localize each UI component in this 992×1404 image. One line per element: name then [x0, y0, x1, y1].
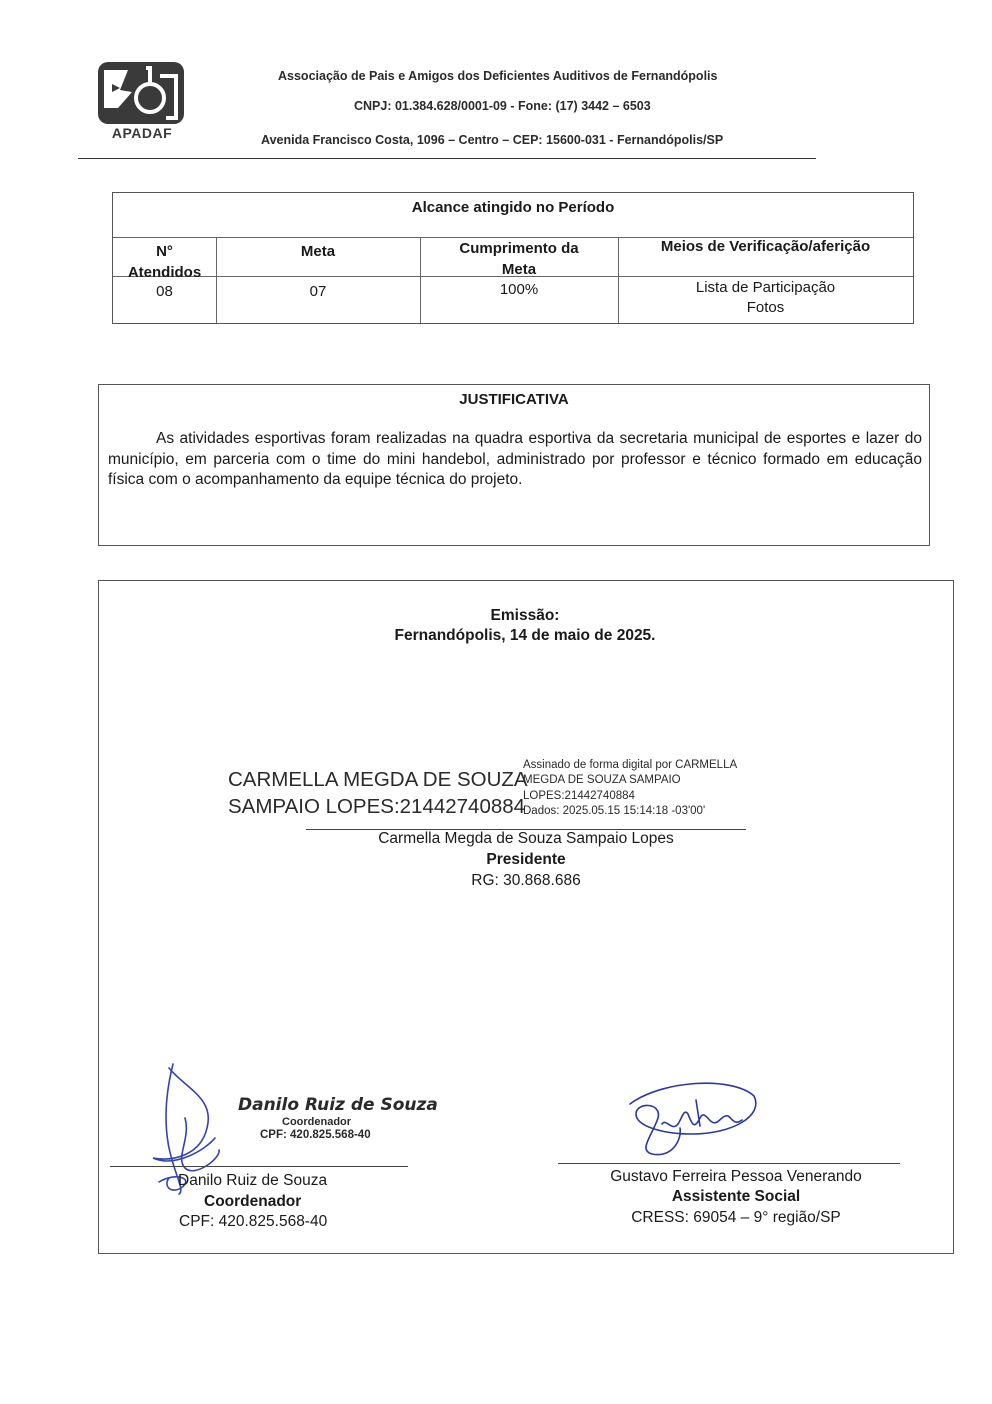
coordinator-signature-line [110, 1166, 408, 1167]
justification-box [98, 384, 930, 546]
digital-signature-details: Assinado de forma digital por CARMELLA MEGDA DE SOUZA SAMPAIO LOPES:21442740884 Dados: 2025.05.15 15:14:18 -03'00' [523, 759, 738, 817]
emission-label: Emissão: [490, 607, 560, 624]
coordinator-cpf: CPF: 420.825.568-40 [179, 1213, 328, 1230]
coordinator-name: Danilo Ruiz de Souza [178, 1172, 328, 1189]
table-title: Alcance atingido no Período [411, 199, 615, 216]
address: Avenida Francisco Costa, 1096 – Centro – CEP: 15600-031 - Fernandópolis/SP [261, 133, 724, 147]
cnpj-phone: CNPJ: 01.384.628/0001-09 - Fone: (17) 3442 – 6503 [354, 99, 651, 113]
cell-meta: 07 [309, 283, 327, 300]
header-divider [78, 158, 816, 159]
president-role: Presidente [486, 851, 566, 868]
cell-atendidos: 08 [156, 283, 173, 300]
logo-text: APADAF [111, 125, 173, 141]
organization-name: Associação de Pais e Amigos dos Deficientes Auditivos de Fernandópolis [278, 69, 718, 83]
social-worker-role: Assistente Social [671, 1188, 801, 1205]
logo-emblem [98, 62, 184, 124]
president-rg: RG: 30.868.686 [471, 872, 581, 889]
coordinator-stamp-cpf: CPF: 420.825.568-40 [260, 1129, 371, 1141]
results-table [112, 192, 914, 324]
social-worker-handwritten-signature [622, 1074, 762, 1160]
president-name: Carmella Megda de Souza Sampaio Lopes [378, 830, 674, 847]
header-atendidos: N° Atendidos [127, 243, 202, 281]
justification-title: JUSTIFICATIVA [459, 391, 569, 408]
digital-signature-name: CARMELLA MEGDA DE SOUZA SAMPAIO LOPES:21442740884 [228, 768, 528, 818]
social-worker-name: Gustavo Ferreira Pessoa Venerando [610, 1168, 862, 1185]
coordinator-stamp-name: Danilo Ruiz de Souza [238, 1095, 438, 1115]
cell-cumprimento: 100% [499, 281, 539, 298]
header-cumprimento: Cumprimento da Meta [459, 240, 579, 278]
header-meios: Meios de Verificação/aferição [660, 238, 871, 255]
coordinator-role: Coordenador [204, 1193, 302, 1210]
apadaf-logo [98, 62, 186, 142]
justification-text: As atividades esportivas foram realizadas na quadra esportiva da secretaria municipal de esportes e lazer do município, em parceria com o time do mini handebol, administrado por professor e técnico formado em educação física com o acompanhamento da equipe técnica do projeto. [108, 430, 922, 488]
social-worker-signature-line [558, 1163, 900, 1164]
ear-icon [98, 62, 184, 124]
cell-meios: Lista de Participação Fotos [695, 279, 836, 316]
emission-place-date: Fernandópolis, 14 de maio de 2025. [394, 627, 656, 644]
coordinator-stamp-role: Coordenador [282, 1116, 352, 1128]
header-meta: Meta [300, 243, 336, 260]
social-worker-cress: CRESS: 69054 – 9° região/SP [631, 1209, 841, 1226]
